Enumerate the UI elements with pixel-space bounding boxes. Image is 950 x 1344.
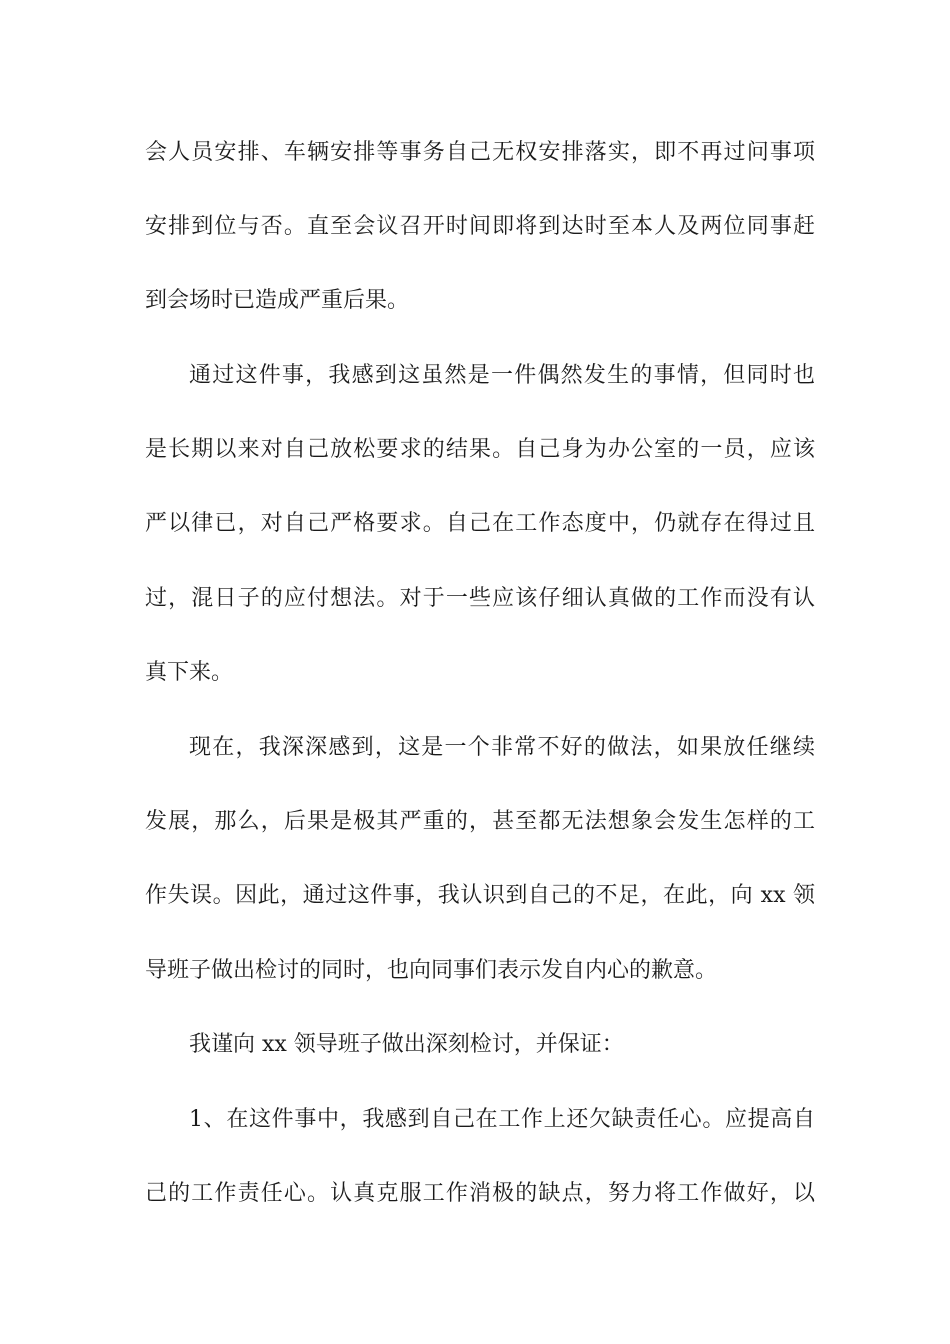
text-line-11: 作失误。因此，通过这件事，我认识到自己的不足，在此，向 xx 领 [145,883,815,908]
text-line-3: 到会场时已造成严重后果。 [145,288,410,313]
text-line-9: 现在，我深深感到，这是一个非常不好的做法，如果放任继续 [189,735,815,760]
text-line-4: 通过这件事，我感到这虽然是一件偶然发生的事情，但同时也 [189,363,815,388]
text-line-6: 严以律已，对自己严格要求。自己在工作态度中，仍就存在得过且 [145,511,815,536]
text-line-15: 己的工作责任心。认真克服工作消极的缺点，努力将工作做好，以 [145,1181,815,1206]
text-line-10: 发展，那么，后果是极其严重的，甚至都无法想象会发生怎样的工 [145,809,815,834]
text-line-14: 1、在这件事中，我感到自己在工作上还欠缺责任心。应提高自 [189,1107,815,1132]
text-line-1: 会人员安排、车辆安排等事务自己无权安排落实，即不再过问事项 [145,140,815,165]
text-line-8: 真下来。 [145,660,234,685]
text-line-7: 过，混日子的应付想法。对于一些应该仔细认真做的工作而没有认 [145,586,815,611]
text-line-2: 安排到位与否。直至会议召开时间即将到达时至本人及两位同事赶 [145,214,815,239]
text-line-12: 导班子做出检讨的同时，也向同事们表示发自内心的歉意。 [145,958,718,983]
text-line-13: 我谨向 xx 领导班子做出深刻检讨，并保证： [189,1032,624,1057]
text-line-5: 是长期以来对自己放松要求的结果。自己身为办公室的一员，应该 [145,437,815,462]
